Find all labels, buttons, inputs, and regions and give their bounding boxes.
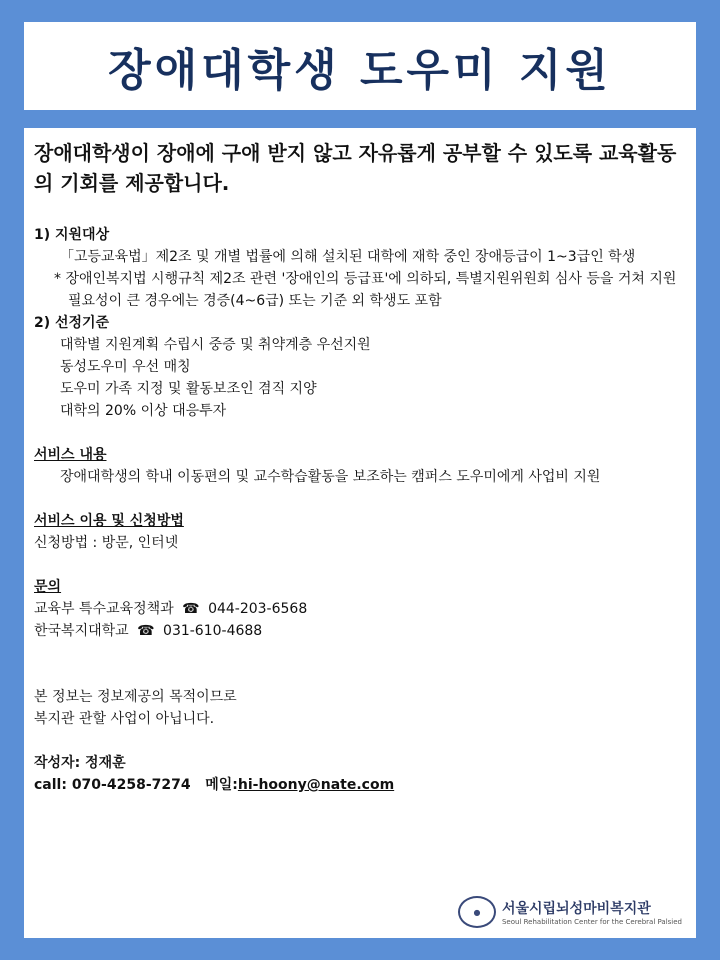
contact-line-2 — [34, 620, 686, 642]
author-label: 작성자: 정재훈 — [34, 755, 126, 771]
disclaimer-line-1: 본 정보는 정보제공의 목적이므로 — [34, 689, 237, 705]
section2-item: 도우미 가족 지정 및 활동보조인 겸직 지양 — [60, 381, 317, 397]
contact-phone-2: 031-610-4688 — [163, 623, 263, 639]
body-text — [34, 224, 686, 796]
service-heading: 서비스 내용 — [34, 447, 107, 463]
disclaimer-line-2: 복지관 관할 사업이 아닙니다. — [34, 711, 215, 727]
section1-note: * 장애인복지법 시행규칙 제2조 관련 '장애인의 등급표'에 의하되, 특별지원위원회 심사 등을 거쳐 지원 필요성이 큰 경우에는 경증(4~6급) 또는 기준 외 학생도 포함 — [54, 271, 677, 309]
author-call: call: 070-4258-7274 — [34, 777, 191, 793]
contact-line-1 — [34, 598, 686, 620]
logo-name-ko: 서울시립뇌성마비복지관 — [501, 901, 651, 917]
section2-item: 대학별 지원계획 수립시 중증 및 취약계층 우선지원 — [60, 337, 371, 353]
section1-heading: 1) 지원대상 — [34, 227, 110, 243]
mail-label: 메일: — [205, 777, 238, 793]
apply-heading: 서비스 이용 및 신청방법 — [34, 513, 184, 529]
logo-name-en: Seoul Rehabilitation Center for the Cerebral Palsied — [501, 918, 682, 926]
apply-text: 신청방법 : 방문, 인터넷 — [34, 535, 179, 551]
service-text: 장애대학생의 학내 이동편의 및 교수학습활동을 보조하는 캠퍼스 도우미에게 사업비 지원 — [60, 469, 601, 485]
contact-org-2: 한국복지대학교 — [34, 623, 129, 639]
section2-item: 동성도우미 우선 매칭 — [60, 359, 191, 375]
phone-icon: ☎ — [182, 601, 200, 617]
email-link[interactable]: hi-hoony@nate.com — [237, 777, 395, 793]
contact-phone-1: 044-203-6568 — [208, 601, 308, 617]
contact-org-1: 교육부 특수교육정책과 — [34, 601, 174, 617]
center-logo — [458, 896, 682, 928]
content-panel — [24, 128, 696, 938]
phone-icon: ☎ — [137, 623, 155, 639]
title-banner — [24, 22, 696, 110]
page-title: 장애대학생 도우미 지원 — [108, 45, 612, 96]
section1-line1: 「고등교육법」제2조 및 개별 법률에 의해 설치된 대학에 재학 중인 장애등급이 1~3급인 학생 — [60, 249, 636, 265]
contact-heading: 문의 — [34, 579, 62, 595]
section2-item: 대학의 20% 이상 대응투자 — [60, 403, 227, 419]
intro-text: 장애대학생이 장애에 구애 받지 않고 자유롭게 공부할 수 있도록 교육활동의 기회를 제공합니다. — [34, 141, 677, 195]
author-contact — [34, 774, 686, 796]
emblem-icon: ● — [458, 896, 496, 928]
section2-heading: 2) 선정기준 — [34, 315, 110, 331]
